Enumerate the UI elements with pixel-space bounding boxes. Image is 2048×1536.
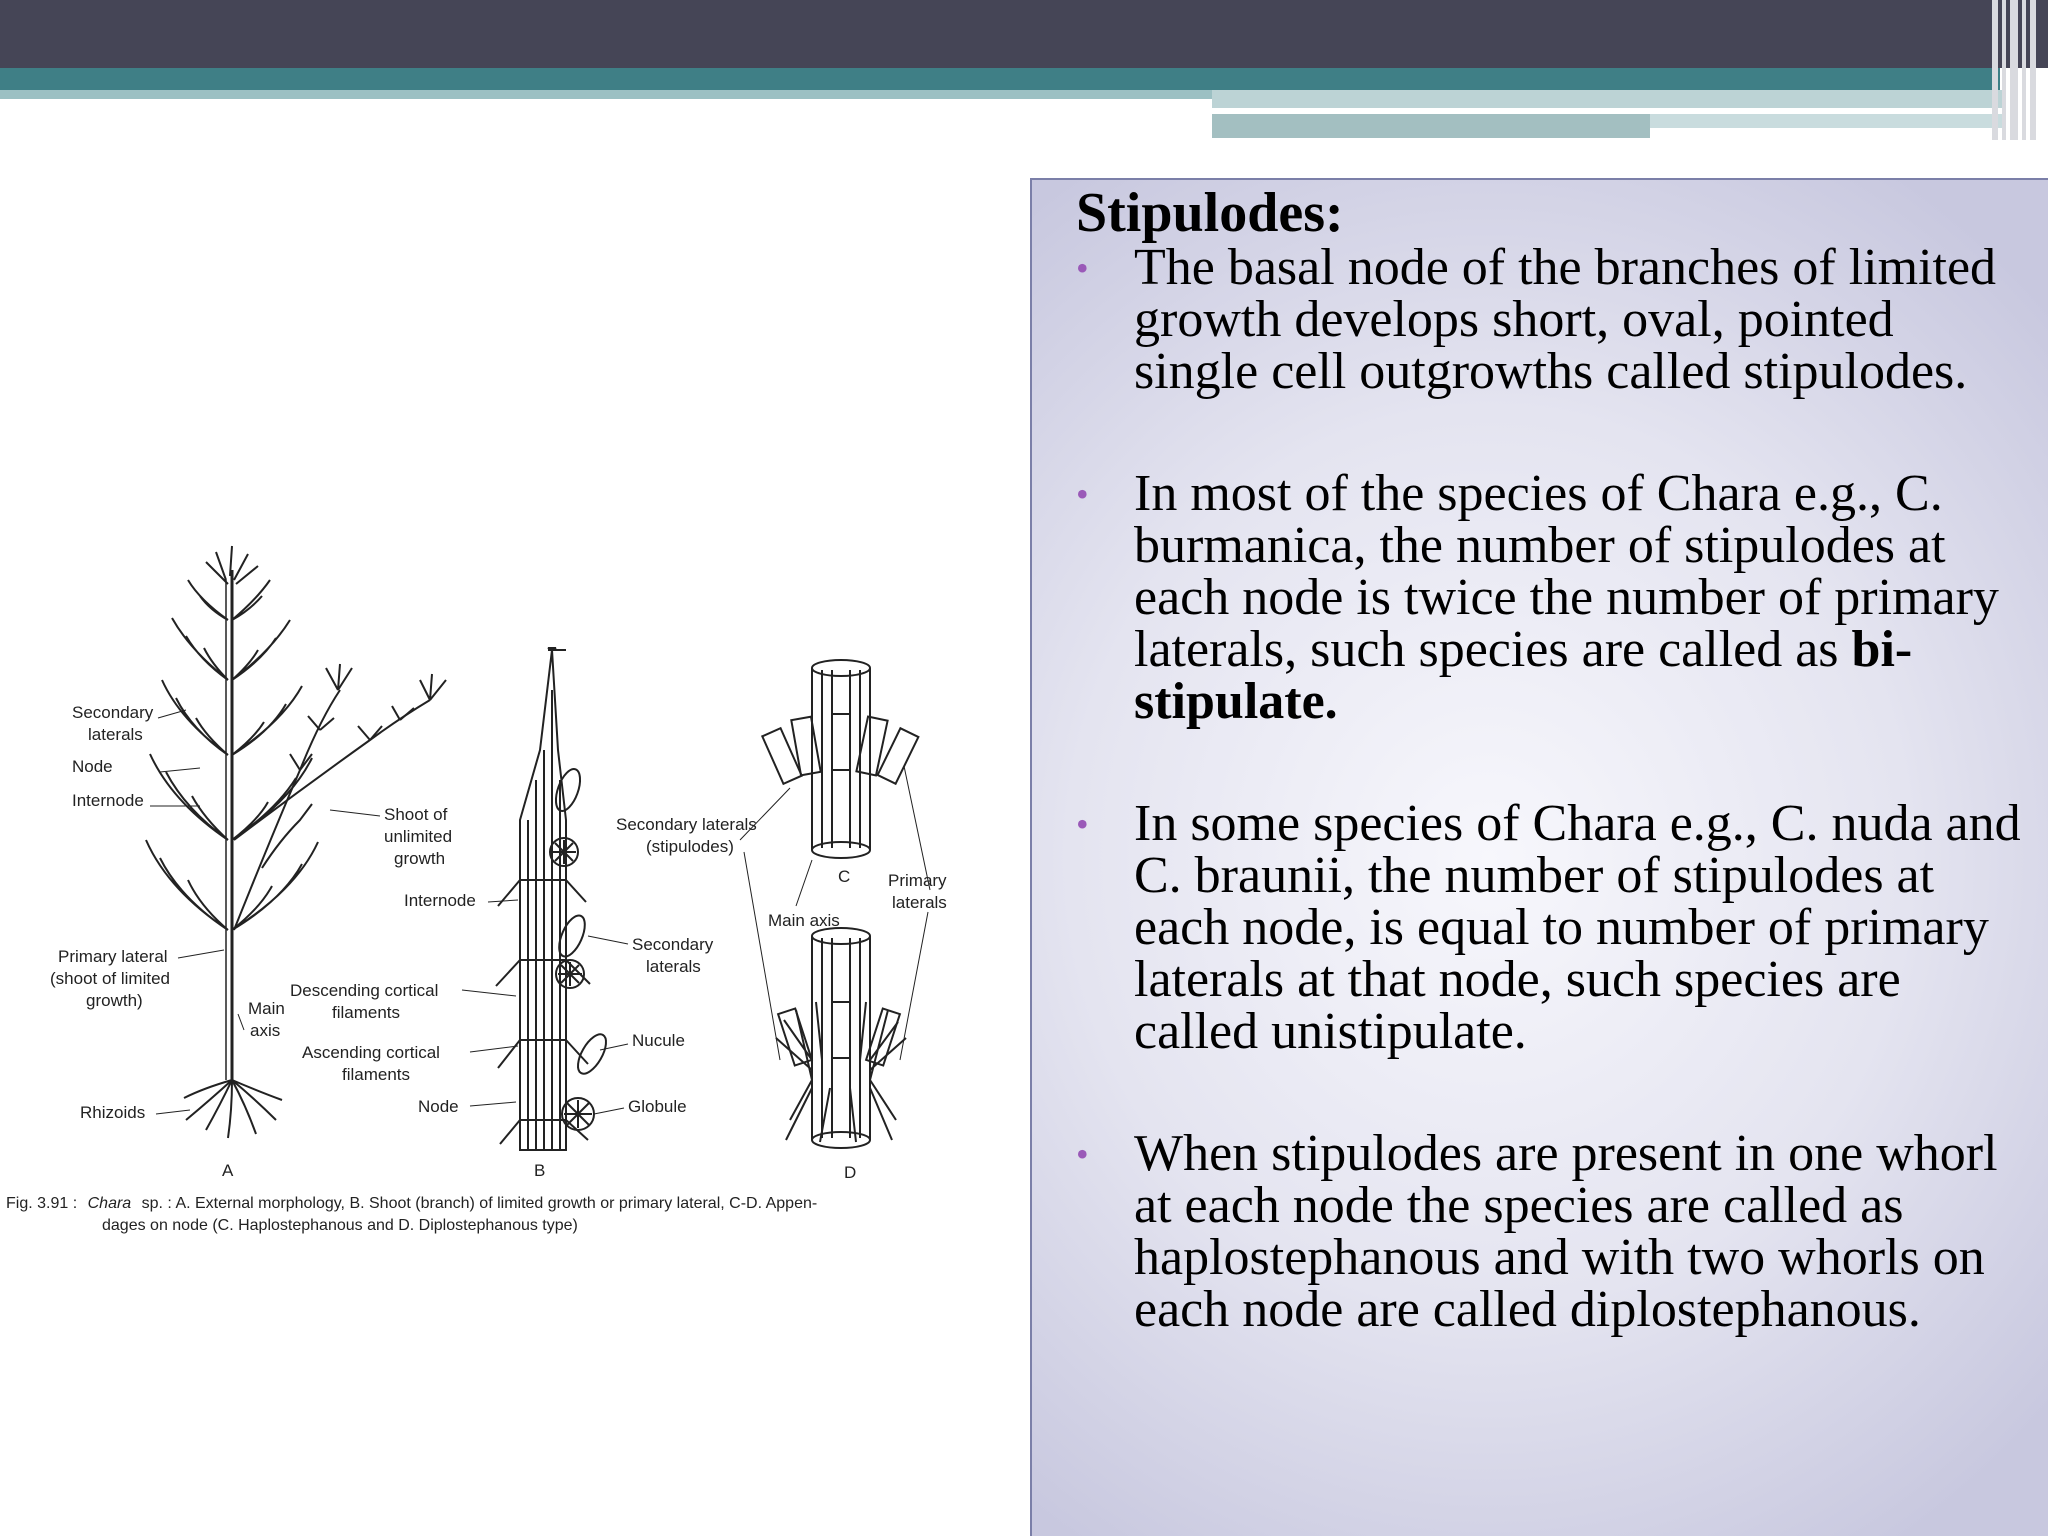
text-panel	[1030, 178, 2048, 1536]
chara-diagram	[0, 540, 1020, 1260]
label-letter-a: A	[222, 1161, 234, 1180]
bullet-item	[1032, 1125, 2022, 1338]
label-primary-lateral: Primary lateral	[58, 947, 168, 966]
label-shoot-unlimited-3: growth	[394, 849, 446, 868]
bullet-item	[1032, 465, 2022, 730]
label-rhizoids: Rhizoids	[80, 1103, 146, 1122]
label-shoot-unlimited: Shoot of	[384, 805, 448, 824]
header-vertical-bars	[1990, 0, 2048, 140]
label-main-axis: Main	[248, 999, 285, 1018]
label-ascending-cortical-2: filaments	[342, 1065, 411, 1084]
label-primary-lateral-2: (shoot of limited	[50, 969, 170, 988]
label-primary-laterals: Primary	[888, 871, 947, 890]
label-globule: Globule	[628, 1097, 687, 1116]
header-stripe	[0, 90, 1212, 99]
label-secondary-laterals: Secondary	[72, 703, 154, 722]
plant-b-drawing	[496, 648, 612, 1150]
label-ascending-cortical: Ascending cortical	[302, 1043, 440, 1062]
bullet-bold-term: bi-stipulate.	[1134, 621, 1913, 730]
label-node-b: Node	[418, 1097, 459, 1116]
label-main-axis-c: Main axis	[768, 911, 840, 930]
bullet-text: The basal node of the branches of limited growth develops short, oval, pointed single cell outgrowths called stipulodes.	[1134, 239, 1997, 400]
label-secondary-laterals-stipulodes-2: (stipulodes)	[646, 837, 734, 856]
label-letter-b: B	[534, 1161, 546, 1180]
node-d-drawing	[776, 928, 906, 1148]
header-stripe	[1650, 114, 2002, 128]
chara-figure	[0, 540, 1020, 1260]
label-primary-lateral-3: growth)	[86, 991, 143, 1010]
header-stripe	[1212, 90, 2002, 108]
label-secondary-laterals-stipulodes: Secondary laterals	[616, 815, 757, 834]
bullet-item	[1032, 795, 2022, 1060]
label-letter-c: C	[838, 867, 851, 886]
label-main-axis-2: axis	[250, 1021, 281, 1040]
label-secondary-laterals-b: Secondary	[632, 935, 714, 954]
figure-caption-line1: Fig. 3.91 : Chara sp. : A. External morphology, B. Shoot (branch) of limited growth or primary lateral, C-D. Appen-	[6, 1195, 818, 1212]
bullet-text: In most of the species of Chara e.g., C. burmanica, the number of stipulodes at each node is twice the number of primary laterals, such species are called as	[1134, 465, 1999, 678]
header-stripe	[0, 68, 2000, 90]
label-node: Node	[72, 757, 113, 776]
label-nucule: Nucule	[632, 1031, 685, 1050]
header-stripe	[1212, 114, 1650, 138]
bullet-text: When stipulodes are present in one whorl at each node the species are called as haplostephanous and with two whorls on each node are called diplostephanous.	[1134, 1125, 1998, 1338]
label-descending-cortical: Descending cortical	[290, 981, 439, 1000]
label-letter-d: D	[844, 1163, 857, 1182]
bullet-text: In some species of Chara e.g., C. nuda and C. braunii, the number of stipulodes at each node, is equal to number of primary laterals at that node, such species are called unistipulate.	[1134, 795, 2021, 1060]
label-descending-cortical-2: filaments	[332, 1003, 401, 1022]
label-secondary-laterals-2: laterals	[88, 725, 143, 744]
label-internode-b: Internode	[404, 891, 476, 910]
node-c-drawing	[762, 660, 918, 858]
bullet-item	[1032, 239, 2022, 400]
figure-caption-line2: dages on node (C. Haplostephanous and D. Diplostephanous type)	[102, 1217, 578, 1234]
label-internode: Internode	[72, 791, 144, 810]
slide-heading: Stipulodes:	[1076, 182, 1344, 244]
label-shoot-unlimited-2: unlimited	[384, 827, 453, 846]
label-secondary-laterals-b-2: laterals	[646, 957, 701, 976]
bullet-list	[1032, 239, 2022, 1406]
header-bar	[0, 0, 2048, 68]
label-primary-laterals-2: laterals	[892, 893, 947, 912]
